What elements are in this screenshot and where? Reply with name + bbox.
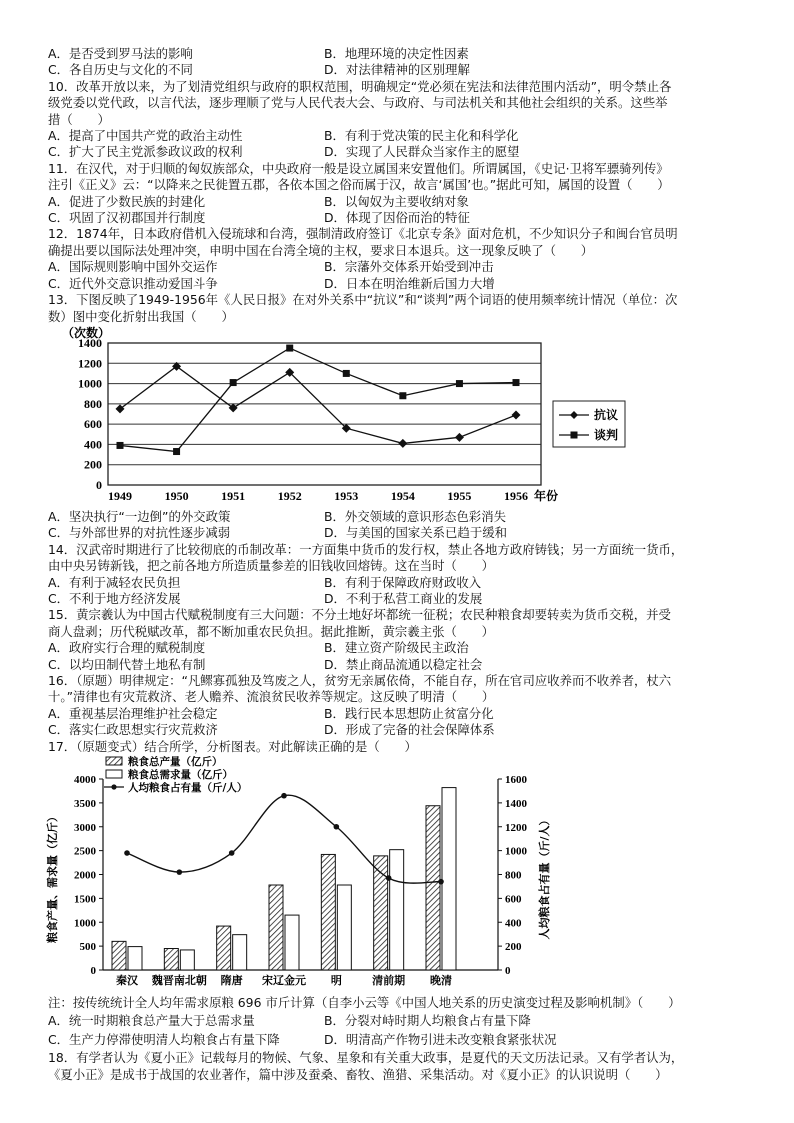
left-axis-title: 粮食产量、需求量（亿斤） — [46, 811, 59, 943]
q17-option-a: A．统一时期粮食总产量大于总需求量 — [48, 1013, 255, 1029]
right-tick-label: 1600 — [505, 774, 527, 786]
q14-options-row1 — [48, 575, 748, 591]
q13-option-d: D．与美国的国家关系已趋于缓和 — [324, 525, 508, 541]
point-protest — [398, 439, 407, 448]
x-tick-label: 1954 — [390, 488, 415, 503]
bar-production — [426, 806, 440, 970]
q10-stem-line2: 级党委以党代政，以言代法，逐步理顺了党与人民代表大会、与政府、与司法机关和其他社会组织的关系。这些举 — [48, 95, 668, 111]
left-tick-label: 2000 — [74, 869, 96, 882]
q16-option-a: A．重视基层治理维护社会稳定 — [48, 705, 218, 721]
legend-label: 谈判 — [594, 427, 619, 442]
q12-options-row1 — [48, 259, 748, 275]
per-capita-point — [124, 850, 130, 856]
y-tick-label: 1000 — [78, 376, 102, 391]
q12-option-b: B．宗藩外交体系开始受到冲击 — [324, 259, 494, 275]
right-tick-label: 1200 — [505, 821, 527, 834]
bar-demand — [285, 915, 299, 970]
point-protest — [229, 403, 238, 412]
q11-options-row2 — [48, 210, 748, 226]
q17-combo-chart — [48, 757, 748, 993]
q17-option-b: B．分裂对峙时期人均粮食占有量下降 — [324, 1013, 531, 1029]
q14-option-b: B．有利于保障政府财政收入 — [324, 574, 482, 590]
q16-options-row2 — [48, 722, 748, 738]
q15-stem-line1: 15．黄宗羲认为中国古代赋税制度有三大问题：不分土地好坏都统一征税；农民种粮食却要转卖为货币交税，并受 — [48, 607, 671, 623]
point-protest — [455, 433, 464, 442]
bar-demand — [390, 850, 404, 970]
bar-production — [164, 949, 178, 970]
x-tick-label: 1951 — [221, 488, 246, 503]
right-tick-label: 600 — [505, 893, 522, 906]
q16-stem-line1: 16．（原题）明律规定：“凡鳏寡孤独及笃废之人，贫穷无亲属依倚，不能自存，所在官司应收养而不收养者，杖六 — [48, 672, 672, 688]
right-tick-label: 1400 — [505, 797, 527, 810]
q13-stem-line1: 13．下图反映了1949-1956年《人民日报》在对外关系中“抗议”和“谈判”两个词语的使用频率统计情况（单位：次 — [48, 292, 678, 308]
x-category-label: 清前期 — [372, 974, 406, 987]
point-negotiation — [513, 379, 520, 386]
q16-option-b: B．践行民本思想防止贫富分化 — [324, 705, 494, 721]
q17-chart-svg — [48, 757, 748, 993]
q9-options-row1 — [48, 46, 748, 62]
q10-option-d: D．实现了人民群众当家作主的愿望 — [324, 144, 520, 160]
q11-stem-line1: 11．在汉代，对于归顺的匈奴族部众，中央政府一般是设立属国来安置他们。所谓属国，《史记·卫将军骠骑列传》 — [48, 160, 669, 176]
q16-stem-line2: 十。”清律也有灾荒救济、老人赡养、流浪贫民收养等规定。这反映了明清（ ） — [48, 689, 495, 705]
legend-marker-square — [571, 431, 578, 438]
bar-demand — [233, 935, 247, 970]
q9-option-b: B．地理环境的决定性因素 — [324, 46, 469, 61]
q10-option-c: C．扩大了民主党派参政议政的权利 — [48, 144, 243, 160]
point-negotiation — [173, 448, 180, 455]
legend-label-production: 粮食总产量（亿斤） — [128, 756, 223, 768]
q17-note: 注：按传统统计全人均年需求原粮 696 市斤计算（自李小云等《中国人地关系的历史演变过程及影响机制》（ ） — [48, 995, 681, 1010]
legend-label-demand: 粮食总需求量（亿斤） — [128, 769, 233, 781]
q13-stem-line2: 数）图中变化折射出我国（ ） — [48, 308, 234, 324]
q18-stem-line1: 18．有学者认为《夏小正》记载每月的物候、气象、星象和有关重大政事，是夏代的天文历法记录。又有学者认为， — [48, 1050, 684, 1066]
q13-option-c: C．与外部世界的对抗性逐步减弱 — [48, 525, 231, 541]
y-tick-label: 400 — [84, 437, 102, 452]
q11-option-d: D．体现了因俗而治的特征 — [324, 210, 470, 226]
q17-stem-line1: 17．（原题变式）结合所学，分析图表。对此解读正确的是（ ） — [48, 738, 417, 754]
q9-option-d: D．对法律精神的区别理解 — [324, 62, 470, 78]
left-tick-label: 0 — [90, 965, 96, 977]
q11-option-c: C．巩固了汉初郡国并行制度 — [48, 210, 206, 226]
left-tick-label: 4000 — [74, 774, 96, 786]
left-tick-label: 1500 — [74, 893, 96, 906]
y-tick-label: 200 — [84, 457, 102, 472]
q17-options-row1 — [48, 1013, 748, 1029]
x-tick-label: 1952 — [277, 488, 302, 503]
q16-option-d: D．形成了完备的社会保障体系 — [324, 722, 495, 738]
x-tick-label: 1956 — [504, 488, 528, 503]
per-capita-point — [386, 875, 392, 881]
q9-option-c: C．各自历史与文化的不同 — [48, 62, 193, 78]
legend-swatch-production — [106, 757, 122, 765]
q13-options-row2 — [48, 525, 748, 541]
q11-options-row1 — [48, 194, 748, 210]
point-negotiation — [117, 442, 124, 449]
y-tick-label: 800 — [84, 396, 102, 411]
q9-options-row2 — [48, 62, 748, 78]
q16-option-c: C．落实仁政思想实行灾荒救济 — [48, 722, 218, 738]
legend-swatch-demand — [106, 770, 122, 778]
q17-option-d: D．明清高产作物引进未改变粮食紧张状况 — [324, 1031, 557, 1047]
x-tick-label: 1955 — [447, 488, 472, 503]
x-category-label: 宋辽金元 — [262, 974, 306, 987]
right-tick-label: 400 — [505, 917, 522, 930]
per-capita-point — [438, 879, 444, 885]
q10-stem-line1: 10．改革开放以来，为了划清党组织与政府的职权范围，明确规定“党必须在宪法和法律范围内活动”，明令禁止各 — [48, 78, 672, 94]
bar-production — [321, 854, 335, 970]
q13-chart-svg — [48, 327, 648, 507]
q14-option-d: D．不利于私营工商业的发展 — [324, 590, 483, 606]
q15-option-b: B．建立资产阶级民主政治 — [324, 640, 469, 656]
bar-demand — [337, 885, 351, 970]
bar-production — [112, 941, 126, 970]
x-category-label: 明 — [330, 974, 342, 987]
point-protest — [512, 410, 521, 419]
point-negotiation — [286, 344, 293, 351]
x-axis-unit: 年份 — [534, 488, 559, 503]
bar-production — [217, 926, 231, 970]
legend-marker-per-capita — [111, 784, 116, 789]
per-capita-point — [177, 869, 183, 875]
left-tick-label: 1000 — [74, 917, 96, 930]
left-tick-label: 3500 — [74, 797, 96, 810]
q15-option-a: A．政府实行合理的赋税制度 — [48, 640, 206, 656]
left-tick-label: 3000 — [74, 821, 96, 834]
q12-option-a: A．国际规则影响中国外交运作 — [48, 259, 218, 275]
left-tick-label: 500 — [79, 941, 96, 954]
q12-option-c: C．近代外交意识推动爱国斗争 — [48, 275, 218, 291]
q16-options-row1 — [48, 706, 748, 722]
q13-option-b: B．外交领域的意识形态色彩消失 — [324, 508, 506, 524]
q10-option-a: A．提高了中国共产党的政治主动性 — [48, 128, 243, 144]
q15-stem-line2: 商人盘剥；历代税赋改革，都不断加重农民负担。据此推断，黄宗羲主张（ ） — [48, 623, 495, 639]
x-category-label: 晚清 — [430, 974, 452, 987]
legend-label-per-capita: 人均粮食占有量（斤/人） — [128, 782, 248, 794]
q9-option-a: A．是否受到罗马法的影响 — [48, 46, 193, 61]
q11-option-b: B．以匈奴为主要收纳对象 — [324, 193, 469, 209]
y-tick-label: 1200 — [78, 356, 102, 371]
legend-label: 抗议 — [594, 407, 619, 422]
q13-line-chart — [48, 327, 648, 507]
right-tick-label: 0 — [505, 965, 511, 977]
bar-production — [269, 885, 283, 970]
q12-stem-line2: 确提出要以国际法处理冲突，申明中国在台湾全境的主权，要求日本退兵。这一现象反映了（ ） — [48, 242, 594, 258]
q17-options-row2 — [48, 1032, 748, 1048]
q10-option-b: B．有利于党决策的民主化和科学化 — [324, 128, 519, 144]
per-capita-point — [334, 824, 340, 830]
x-tick-label: 1949 — [108, 488, 132, 503]
point-negotiation — [456, 380, 463, 387]
exam-page — [48, 46, 748, 1083]
q15-option-d: D．禁止商品流通以稳定社会 — [324, 656, 483, 672]
y-tick-label: 0 — [96, 477, 102, 492]
x-category-label: 魏晋南北朝 — [151, 974, 207, 987]
right-tick-label: 200 — [505, 941, 522, 954]
point-negotiation — [399, 392, 406, 399]
bar-demand — [128, 947, 142, 970]
bar-demand — [442, 788, 456, 970]
q13-option-a: A．坚决执行“一边倒”的外交政策 — [48, 508, 231, 524]
q14-options-row2 — [48, 591, 748, 607]
right-tick-label: 800 — [505, 869, 522, 882]
q14-option-c: C．不利于地方经济发展 — [48, 590, 181, 606]
q15-options-row1 — [48, 640, 748, 656]
q10-options-row2 — [48, 144, 748, 160]
q12-stem-line1: 12．1874年，日本政府借机入侵琉球和台湾，强制清政府签订《北京专条》面对危机，不少知识分子和闽台官员明 — [48, 226, 678, 242]
left-tick-label: 2500 — [74, 845, 96, 858]
y-tick-label: 1400 — [78, 335, 102, 350]
point-negotiation — [343, 370, 350, 377]
y-axis-unit: （次数） — [62, 325, 111, 340]
x-tick-label: 1950 — [164, 488, 189, 503]
q11-option-a: A．促进了少数民族的封建化 — [48, 193, 206, 209]
per-capita-point — [281, 793, 287, 799]
q10-stem-line3: 措（ ） — [48, 111, 110, 127]
q17-option-c: C．生产力停滞使明清人均粮食占有量下降 — [48, 1031, 280, 1047]
y-tick-label: 600 — [84, 417, 102, 432]
point-negotiation — [230, 379, 237, 386]
x-tick-label: 1953 — [334, 488, 359, 503]
q14-stem-line2: 由中央另铸新钱，把之前各地方所造质量参差的旧钱收回熔铸。这在当时（ ） — [48, 558, 495, 574]
q12-options-row2 — [48, 276, 748, 292]
series-line-1 — [120, 366, 516, 443]
q15-option-c: C．以均田制代替土地私有制 — [48, 656, 206, 672]
per-capita-point — [229, 850, 235, 856]
right-tick-label: 1000 — [505, 845, 527, 858]
q13-options-row1 — [48, 509, 748, 525]
q11-stem-line2: 注引《正义》云：“以降来之民徙置五郡，各依本国之俗而属于汉，故言‘属国’也。”据此可知，属国的设置（ ） — [48, 177, 670, 193]
q14-option-a: A．有利于减轻农民负担 — [48, 574, 181, 590]
q14-stem-line1: 14．汉武帝时期进行了比较彻底的币制改革：一方面集中货币的发行权，禁止各地方政府铸钱；另一方面统一货币， — [48, 541, 684, 557]
q18-stem-line2: 《夏小正》是成书于战国的农业著作，篇中涉及蚕桑、畜牧、渔猎、采集活动。对《夏小正》的认识说明（ ） — [48, 1066, 668, 1082]
bar-demand — [180, 950, 194, 970]
x-category-label: 秦汉 — [116, 974, 138, 987]
x-category-label: 隋唐 — [220, 974, 243, 987]
right-axis-title: 人均粮食占有量（斤/人） — [538, 814, 551, 940]
q12-option-d: D．日本在明治维新后国力大增 — [324, 275, 495, 291]
q15-options-row2 — [48, 657, 748, 673]
q10-options-row1 — [48, 128, 748, 144]
